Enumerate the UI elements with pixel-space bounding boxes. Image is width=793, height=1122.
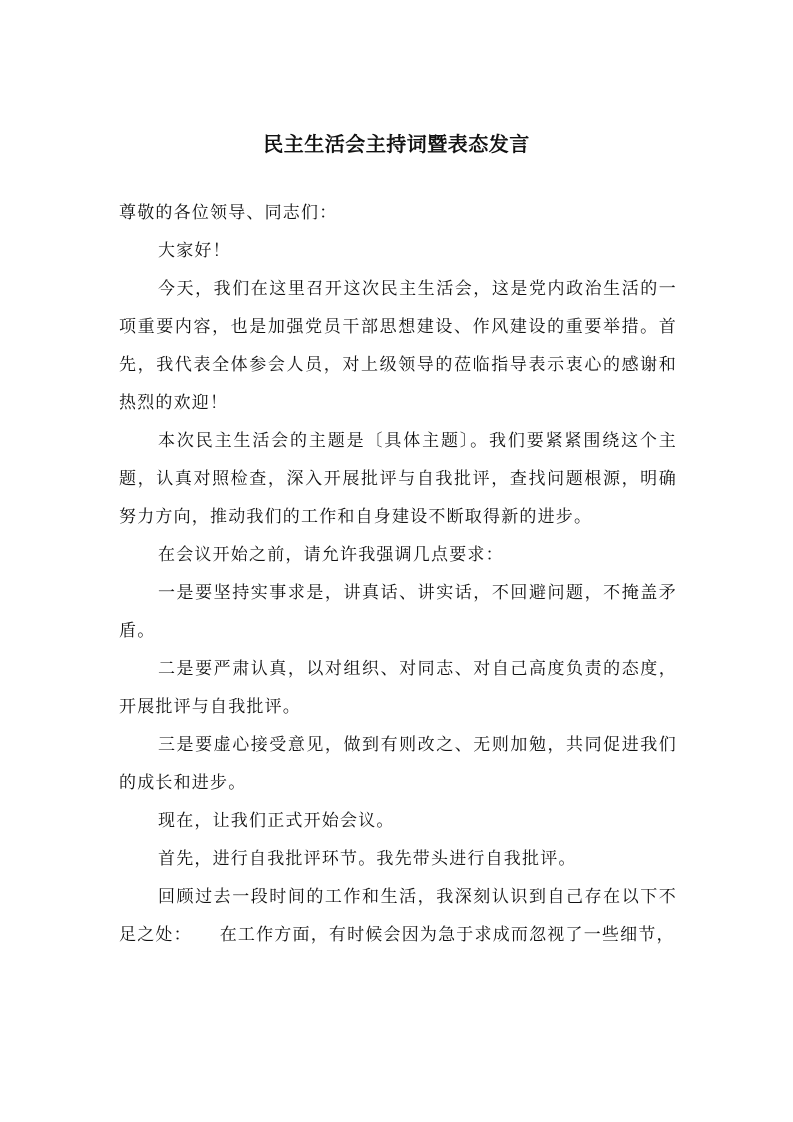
paragraph: 尊敬的各位领导、同志们： <box>119 203 338 223</box>
paragraph: 三是要虚心接受意见，做到有则改之、无则加勉，共同促进我们的成长和进步。 <box>119 735 677 793</box>
paragraph: 现在，让我们正式开始会议。 <box>158 811 395 831</box>
paragraph: 首先，进行自我批评环节。我先带头进行自我批评。 <box>158 849 577 869</box>
paragraph: 回顾过去一段时间的工作和生活，我深刻认识到自己存在以下不足之处： 在工作方面，有时候会因为急于求成而忽视了一些细节， <box>119 887 677 945</box>
paragraph: 二是要严肃认真，以对组织、对同志、对自己高度负责的态度，开展批评与自我批评。 <box>119 659 677 717</box>
paragraph: 在会议开始之前，请允许我强调几点要求： <box>158 545 504 565</box>
document-title: 民主生活会主持词暨表态发言 <box>263 132 530 156</box>
paragraph: 今天，我们在这里召开这次民主生活会，这是党内政治生活的一项重要内容，也是加强党员干部思想建设、作风建设的重要举措。首先，我代表全体参会人员，对上级领导的莅临指导表示衷心的感谢和热烈的欢迎！ <box>119 279 677 413</box>
paragraph: 本次民主生活会的主题是〔具体主题〕。我们要紧紧围绕这个主题，认真对照检查，深入开展批评与自我批评，查找问题根源，明确努力方向，推动我们的工作和自身建设不断取得新的进步。 <box>119 431 677 527</box>
paragraph: 一是要坚持实事求是，讲真话、讲实话，不回避问题，不掩盖矛盾。 <box>119 583 677 641</box>
document-body <box>119 194 677 954</box>
paragraph: 大家好！ <box>158 241 231 261</box>
